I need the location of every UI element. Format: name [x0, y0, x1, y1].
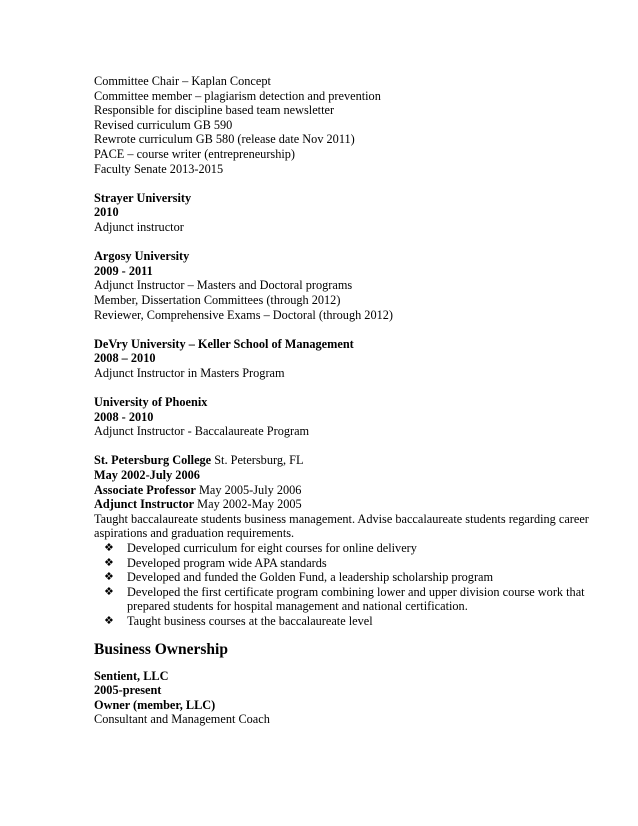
list-item-text: Developed curriculum for eight courses for online delivery	[127, 541, 417, 555]
employer-name: St. Petersburg College	[94, 453, 212, 468]
duty-line: Committee member – plagiarism detection and prevention	[94, 88, 381, 103]
diamond-bullet-icon: ❖	[104, 613, 114, 627]
employment-years: 2010	[94, 205, 119, 220]
duty-line: Faculty Senate 2013-2015	[94, 161, 224, 176]
list-item-text: Developed the first certificate program combining lower and upper division course work that prepared students for hospital management and national certification.	[127, 584, 585, 614]
position-line	[94, 497, 614, 512]
diamond-bullet-icon: ❖	[104, 555, 114, 569]
section-heading: Business Ownership	[94, 640, 228, 658]
employer-name: Argosy University	[94, 249, 190, 264]
employment-years: 2009 - 2011	[94, 263, 153, 278]
job-role: Adjunct Instructor – Masters and Doctoral programs	[94, 278, 353, 293]
job-role: Member, Dissertation Committees (through 2012)	[94, 292, 341, 307]
position-title: Associate Professor	[94, 482, 196, 497]
spacer	[94, 439, 614, 454]
job-role: Adjunct Instructor in Masters Program	[94, 365, 285, 380]
job-role: Adjunct Instructor - Baccalaureate Program	[94, 424, 310, 439]
position-dates: May 2002-May 2005	[197, 497, 302, 512]
duty-line: Committee Chair – Kaplan Concept	[94, 74, 271, 88]
employment-years: 2005-present	[94, 683, 162, 698]
list-item	[104, 541, 614, 556]
duty-line: PACE – course writer (entrepreneurship)	[94, 146, 296, 161]
job-role: Owner (member, LLC)	[94, 697, 216, 712]
list-item-text: Developed program wide APA standards	[127, 555, 327, 570]
employer-name: DeVry University – Keller School of Management	[94, 336, 354, 351]
list-item-text: Developed and funded the Golden Fund, a leadership scholarship program	[127, 570, 494, 585]
spacer	[94, 380, 614, 395]
ownership-entry	[94, 669, 614, 727]
employer-name: Strayer University	[94, 190, 192, 205]
list-item	[104, 556, 614, 571]
employer-heading	[94, 453, 614, 468]
job-role: Reviewer, Comprehensive Exams – Doctoral (through 2012)	[94, 307, 393, 322]
spacer	[94, 176, 614, 191]
strayer-entry	[94, 191, 614, 235]
diamond-bullet-icon: ❖	[104, 541, 114, 554]
resume-page	[94, 74, 614, 727]
devry-entry	[94, 337, 614, 381]
job-description: Taught baccalaureate students business management. Advise baccalaureate students regarding career aspirations and graduation requirements.	[94, 511, 589, 541]
duty-line: Revised curriculum GB 590	[94, 117, 233, 132]
position-dates: May 2005-July 2006	[198, 482, 302, 497]
list-item	[104, 614, 614, 629]
employer-location: St. Petersburg, FL	[214, 453, 304, 468]
job-description: Consultant and Management Coach	[94, 712, 270, 727]
argosy-entry	[94, 249, 614, 322]
employment-years: 2008 - 2010	[94, 409, 154, 424]
stpete-entry	[94, 453, 614, 628]
accomplishment-list	[94, 541, 614, 629]
company-name: Sentient, LLC	[94, 668, 169, 683]
kaplan-duties	[94, 74, 614, 176]
diamond-bullet-icon: ❖	[104, 584, 114, 598]
spacer	[94, 322, 614, 337]
diamond-bullet-icon: ❖	[104, 570, 114, 584]
list-item	[104, 585, 614, 614]
list-item	[104, 570, 614, 585]
position-title: Adjunct Instructor	[94, 497, 195, 512]
job-role: Adjunct instructor	[94, 219, 184, 234]
employment-years: 2008 – 2010	[94, 351, 156, 366]
list-item-text: Taught business courses at the baccalaureate level	[127, 613, 373, 628]
employer-name: University of Phoenix	[94, 395, 208, 410]
spacer	[94, 235, 614, 250]
position-line	[94, 483, 614, 498]
employment-years: May 2002-July 2006	[94, 468, 200, 483]
duty-line: Responsible for discipline based team newsletter	[94, 103, 335, 118]
phoenix-entry	[94, 395, 614, 439]
duty-line: Rewrote curriculum GB 580 (release date Nov 2011)	[94, 132, 355, 147]
